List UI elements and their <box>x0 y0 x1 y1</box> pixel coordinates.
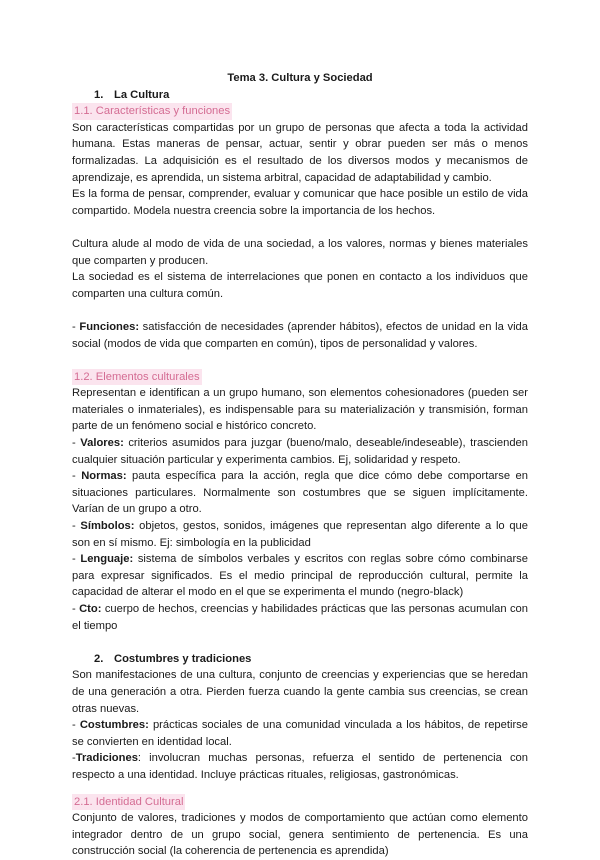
term-text: : involucran muchas personas, refuerza el sentido de pertenencia con respecto a una identidad. Incluye prácticas rituales, religiosas, gastronómicas. <box>72 752 528 781</box>
term-label: Lenguaje: <box>80 553 134 566</box>
list-item: - Costumbres: prácticas sociales de una comunidad vinculada a los hábitos, de repetirse se convierten en identidad local. <box>72 719 528 748</box>
term-label: Valores: <box>80 437 124 450</box>
term-label: Normas: <box>81 470 127 483</box>
paragraph: Conjunto de valores, tradiciones y modos de comportamiento que actúan como elemento integrador dentro de un grupo social, genera sentimiento de pertenencia. Es una construcción social (la coherencia de pertenencia es aprendida) <box>72 812 528 858</box>
term-text: criterios asumidos para juzgar (bueno/malo, deseable/indeseable), trascienden cualquier situación particular y experimenta cambios. Ej, solidaridad y respeto. <box>72 437 528 466</box>
paragraph: Son manifestaciones de una cultura, conjunto de creencias y experiencias que se heredan de una generación a otra. Pierden fuerza cuando la gente cambia sus creencias, se crean otras nuevas. <box>72 669 528 715</box>
document-page <box>72 64 528 860</box>
term-label: Tradiciones <box>75 752 138 765</box>
subsection-heading-elementos: 1.2. Elementos culturales <box>72 369 202 386</box>
section-number: 1. <box>94 88 104 101</box>
page-title: Tema 3. Cultura y Sociedad <box>227 72 373 84</box>
paragraph: La sociedad es el sistema de interrelaciones que ponen en contacto a los individuos que comparten una cultura común. <box>72 271 528 300</box>
section-title: La Cultura <box>114 88 170 101</box>
term-text: objetos, gestos, sonidos, imágenes que representan algo diferente a lo que son en sí mismo. Ej: simbología en la publicidad <box>72 520 528 549</box>
paragraph: Cultura alude al modo de vida de una sociedad, a los valores, normas y bienes materiales que comparten y producen. <box>72 237 528 267</box>
term-label: Funciones: <box>79 320 140 333</box>
subsection-heading-identidad: 2.1. Identidad Cultural <box>72 794 185 811</box>
list-item: - Símbolos: objetos, gestos, sonidos, imágenes que representan algo diferente a lo que son en sí mismo. Ej: simbología en la publicidad <box>72 520 528 549</box>
term-label: Cto: <box>79 603 102 615</box>
paragraph: Son características compartidas por un grupo de personas que afecta a toda la actividad humana. Estas maneras de pensar, actuar, sentir y obrar pueden ser más o menos formalizadas. La adquisición es el resultado de los diversos modos y mecanismos de aprendizaje, es aprendida, un sistema arbitral, capacidad de adaptabilidad y cambio. <box>72 121 528 184</box>
term-text: sistema de símbolos verbales y escritos con reglas sobre cómo combinarse para expresar significados. Es el medio principal de reproducción cultural, permite la capacidad de alterar el modo en el que se experimenta el mundo (negro-black) <box>72 553 528 599</box>
list-item: - Valores: criterios asumidos para juzgar (bueno/malo, deseable/indeseable), trascienden cualquier situación particular y experimenta cambios. Ej, solidaridad y respeto. <box>72 437 528 466</box>
funciones-paragraph: - Funciones: satisfacción de necesidades (aprender hábitos), efectos de unidad en la vida social (modos de vida que comparten en común), tipos de personalidad y valores. <box>72 320 528 350</box>
section-heading-costumbres <box>72 651 528 668</box>
section-heading-cultura <box>72 87 528 104</box>
list-item: - Lenguaje: sistema de símbolos verbales y escritos con reglas sobre cómo combinarse para expresar significados. Es el medio principal de reproducción cultural, permite la capacidad de alterar el modo en el que se experimenta el mundo (negro-black) <box>72 553 528 599</box>
paragraph: Representan e identifican a un grupo humano, son elementos cohesionadores (pueden ser materiales o inmateriales), es indispensable para su materialización y transmisión, forman parte de un fenómeno social e histórico concreto. <box>72 387 528 433</box>
term-text: satisfacción de necesidades (aprender hábitos), efectos de unidad en la vida social (modos de vida que comparten en común), tipos de personalidad y valores. <box>72 320 528 350</box>
term-label: Símbolos: <box>80 520 135 533</box>
subsection-heading-caracteristicas: 1.1. Características y funciones <box>72 103 232 120</box>
term-label: Costumbres: <box>79 719 149 732</box>
term-text: pauta específica para la acción, regla que dice cómo debe comportarse en situaciones particulares. Normalmente son costumbres que se siguen implícitamente. Varían de un grupo a otro. <box>72 470 528 516</box>
paragraph: Es la forma de pensar, comprender, evaluar y comunicar que hace posible un estilo de vida compartido. Modela nuestra creencia sobre la importancia de los hechos. <box>72 188 528 217</box>
list-item: -Tradiciones: involucran muchas personas, refuerza el sentido de pertenencia con respecto a una identidad. Incluye prácticas rituales, religiosas, gastronómicas. <box>72 752 528 781</box>
list-item: - Cto: cuerpo de hechos, creencias y habilidades prácticas que las personas acumulan con el tiempo <box>72 603 528 632</box>
section-number: 2. <box>94 652 104 665</box>
term-text: cuerpo de hechos, creencias y habilidades prácticas que las personas acumulan con el tiempo <box>72 603 528 632</box>
section-title: Costumbres y tradiciones <box>114 652 252 665</box>
list-item: - Normas: pauta específica para la acción, regla que dice cómo debe comportarse en situaciones particulares. Normalmente son costumbres que se siguen implícitamente. Varían de un grupo a otro. <box>72 470 528 516</box>
term-text: prácticas sociales de una comunidad vinculada a los hábitos, de repetirse se convierten en identidad local. <box>72 719 528 748</box>
